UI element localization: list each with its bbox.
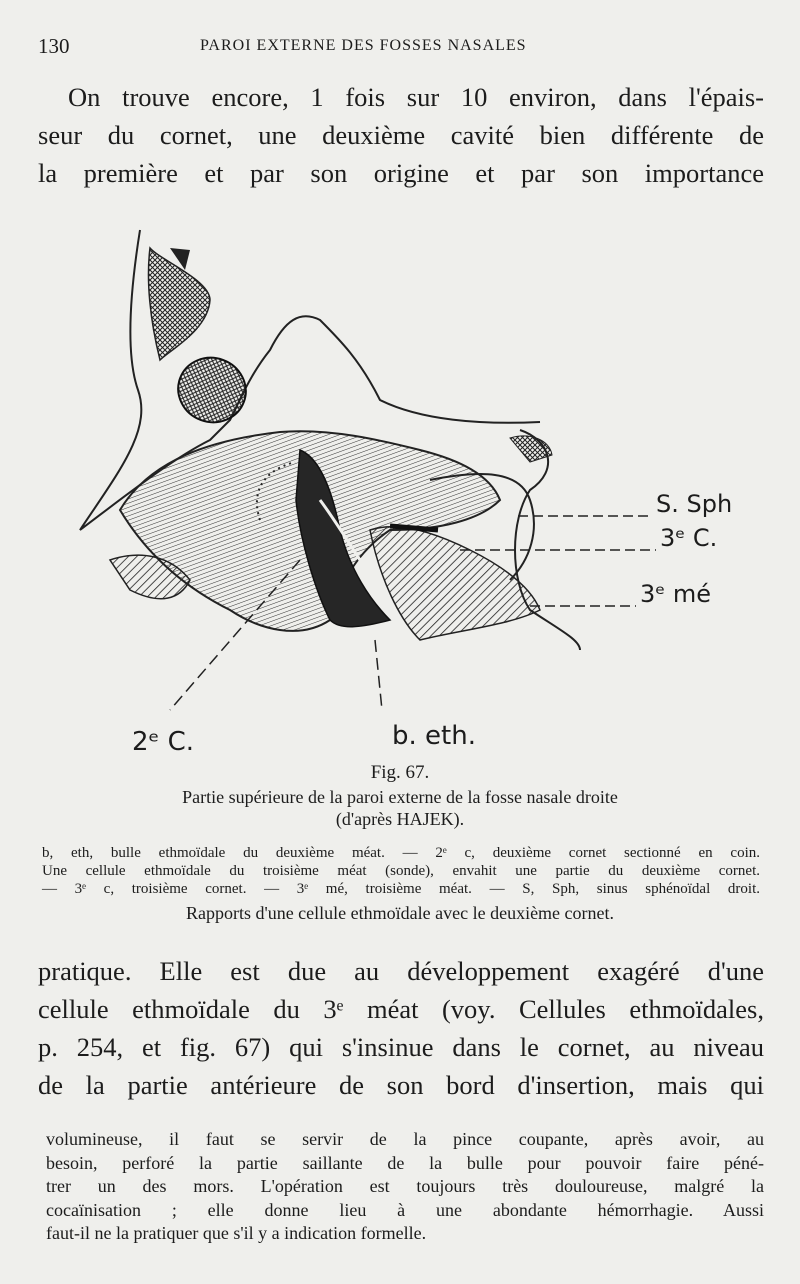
footnote-line: cocaïnisation ; elle donne lieu à une abondante hémorrhagie. Aussi (46, 1199, 764, 1220)
label-third-c: 3ᵉ C. (660, 524, 718, 552)
legend-line: Une cellule ethmoïdale du troisième méat (sonde), envahit une partie du deuxième cornet. (42, 863, 760, 879)
figure-legend (42, 844, 760, 898)
legend-line: — 3ᵉ c, troisième cornet. — 3ᵉ mé, troisième méat. — S, Sph, sinus sphénoïdal droit. (42, 881, 760, 897)
page-number: 130 (38, 34, 70, 58)
running-title: PAROI EXTERNE DES FOSSES NASALES (200, 37, 527, 54)
paragraph-line: de la partie antérieure de son bord d'insertion, mais qui (38, 1070, 764, 1100)
page-header (38, 34, 758, 64)
label-second-c: 2ᵉ C. (132, 727, 195, 757)
sinus-opening (169, 348, 255, 431)
footnote-line: besoin, perforé la partie saillante de la bulle pour pouvoir faire péné- (46, 1152, 764, 1173)
footnote-line: faut-il ne la pratiquer que s'il y a indication formelle. (46, 1223, 427, 1243)
figure-title-line: (d'après HAJEK). (335, 809, 465, 829)
footnote-line: trer un des mors. L'opération est toujours très douloureuse, malgré la (46, 1176, 764, 1196)
anatomical-figure (60, 200, 760, 760)
paragraph-line: cellule ethmoïdale du 3ᵉ méat (voy. Cellules ethmoïdales, (38, 994, 764, 1024)
paragraph-line: seur du cornet, une deuxième cavité bien différente de (38, 120, 764, 150)
paragraph-line: pratique. Elle est due au développement exagéré d'une (38, 956, 764, 986)
legend-line: b, eth, bulle ethmoïdale du deuxième méat. — 2ᵉ c, deuxième cornet sectionné en coin. (42, 845, 760, 861)
main-paragraph (38, 952, 764, 1104)
hatched-bone-section (148, 248, 210, 360)
figure-subtitle: Rapports d'une cellule ethmoïdale avec le deuxième cornet. (185, 903, 615, 923)
paragraph-line: p. 254, et fig. 67) qui s'insinue dans le cornet, au niveau (38, 1032, 764, 1062)
nasal-wall-drawing (60, 200, 760, 760)
label-s-sph: S. Sph (656, 490, 733, 518)
footnote (46, 1128, 764, 1246)
footnote-line: volumineuse, il faut se servir de la pince coupante, après avoir, au (46, 1129, 764, 1149)
figure-title-line: Partie supérieure de la paroi externe de la fosse nasale droite (182, 787, 618, 807)
figure-caption (40, 762, 760, 830)
leader-b-eth (375, 640, 382, 710)
label-third-me: 3ᵉ mé (640, 580, 712, 608)
figure-number: Fig. 67. (370, 762, 430, 783)
top-paragraph (38, 78, 764, 192)
sphenoid-hatch (510, 436, 552, 462)
paragraph-line: la première et par son origine et par son importance (38, 158, 764, 188)
paragraph-line: On trouve encore, 1 fois sur 10 environ, dans l'épais- (68, 82, 764, 112)
label-b-eth: b. eth. (392, 721, 476, 751)
